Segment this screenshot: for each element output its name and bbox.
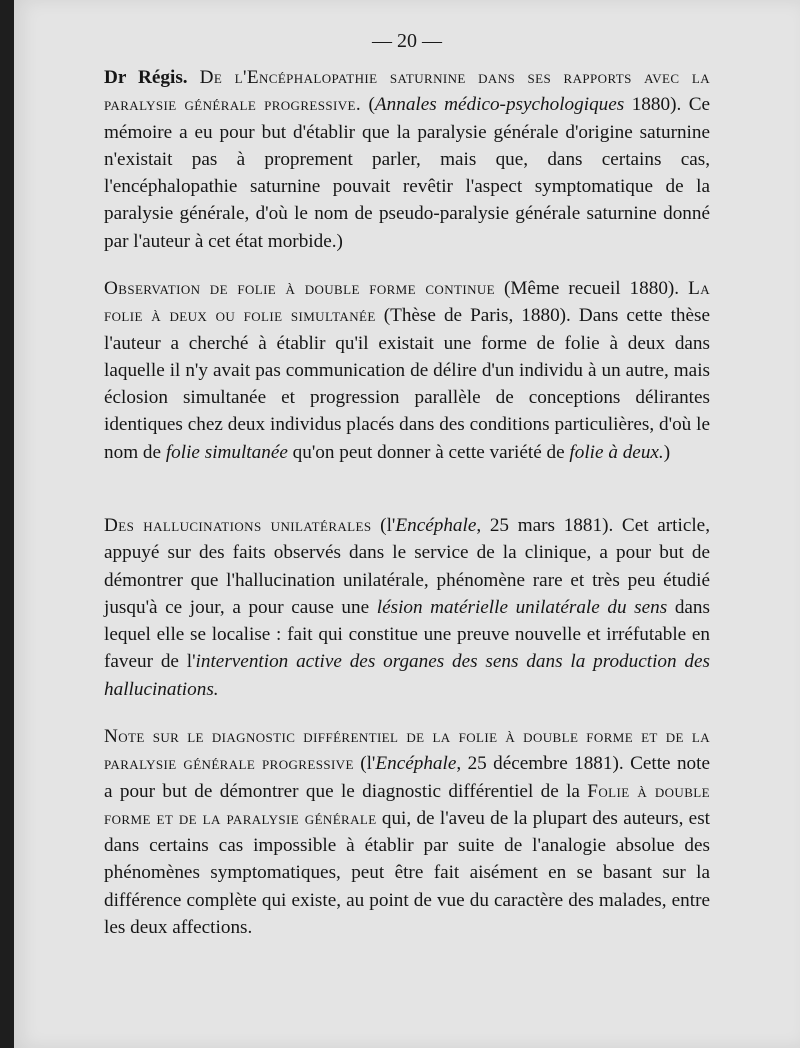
italic-term-2: folie à deux. xyxy=(569,441,664,463)
italic-term: lésion matérielle unilatérale du sens xyxy=(376,596,668,618)
entry-body: Ce mémoire a eu pour but d'établir que la paralysie générale d'origine saturnine n'existait pas à proprement parler, mais que, dans certains cas, l'encéphalopathie saturnine pouvait revêtir l'aspect symptomatique de la paralysie générale, d'où le nom de pseudo-paralysie générale saturnine donné par l'auteur à cet état morbide.) xyxy=(104,94,711,252)
entry-diagnostic-differentiel: Note sur le diagnostic différentiel de la folie à double forme et de la paralysie générale progressive (l'Encéphale, 25 décembre 1881). Cette note a pour but de démontrer que le diagnostic différentiel de la Folie à double forme et de la paralysie générale qui, de l'aveu de la plupart des auteurs, est dans certains cas impossible à établir par suite de l'analogie absolue des phénomènes symptomatiques, peut être fait aisément en se basant sur la différence complète qui existe, au point de vue du caractère des malades, entre les deux affections. xyxy=(104,726,710,939)
source-journal: Annales médico-psychologiques xyxy=(374,94,625,116)
document-page xyxy=(14,0,800,1048)
source-journal: Encéphale xyxy=(395,515,477,536)
italic-term-2: intervention active des organes des sens dans la production des hallucinations. xyxy=(104,651,710,700)
entry-title: Observation de folie à double forme continue xyxy=(104,278,495,299)
author-name: Dr Régis. xyxy=(104,67,188,88)
smallcaps-term: Folie à double forme et de la paralysie générale xyxy=(104,780,710,829)
entry-title: De l'Encéphalopathie saturnine dans ses rapports avec la paralysie générale progressive. xyxy=(104,67,710,116)
entry-hallucinations: Des hallucinations unilatérales (l'Encéphale, 25 mars 1881). Cet article, appuyé sur des faits observés dans le service de la clinique, a pour but de démontrer que l'hallucination unilatérale, phénomène rare et très peu étudié jusqu'à ce jour, a pour cause une lésion matérielle unilatérale du sens dans lequel elle se localise : fait qui constitue une preuve nouvelle et irréfutable en faveur de l'intervention active des organes des sens dans la production des hallucinations. xyxy=(104,515,710,700)
entry-regis-encephalopathie: Dr Régis. De l'Encéphalopathie saturnine dans ses rapports avec la paralysie générale progressive. (Annales médico-psychologiques 1880). Ce mémoire a eu pour but d'établir que la paralysie générale d'origine saturnine n'existait pas à proprement parler, mais que, dans certains cas, l'encéphalopathie saturnine pouvait revêtir l'aspect symptomatique de la paralysie générale, d'où le nom de pseudo-paralysie générale saturnine donné par l'auteur à cet état morbide.) xyxy=(104,67,711,252)
entry-title: Des hallucinations unilatérales xyxy=(104,515,372,536)
page-number: — 20 — xyxy=(372,30,442,52)
entry-folie-double-forme: Observation de folie à double forme continue (Même recueil 1880). La folie à deux ou folie simultanée (Thèse de Paris, 1880). Dans cette thèse l'auteur a cherché à établir qu'il existait une forme de folie à deux dans laquelle il n'y avait pas communication de délire d'un individu à un autre, mais éclosion simultanée et progression parallèle de conceptions délirantes identiques chez deux individus placés dans des conditions particulières, d'où le nom de folie simultanée qu'on peut donner à cette variété de folie à deux.) xyxy=(104,278,710,463)
entry-title-2: La folie à deux ou folie simultanée xyxy=(104,278,710,327)
italic-term: folie simultanée xyxy=(165,441,288,463)
entry-title: Note sur le diagnostic différentiel de la folie à double forme et de la paralysie générale progressive xyxy=(104,726,710,775)
source-journal: Encéphale xyxy=(375,753,457,775)
